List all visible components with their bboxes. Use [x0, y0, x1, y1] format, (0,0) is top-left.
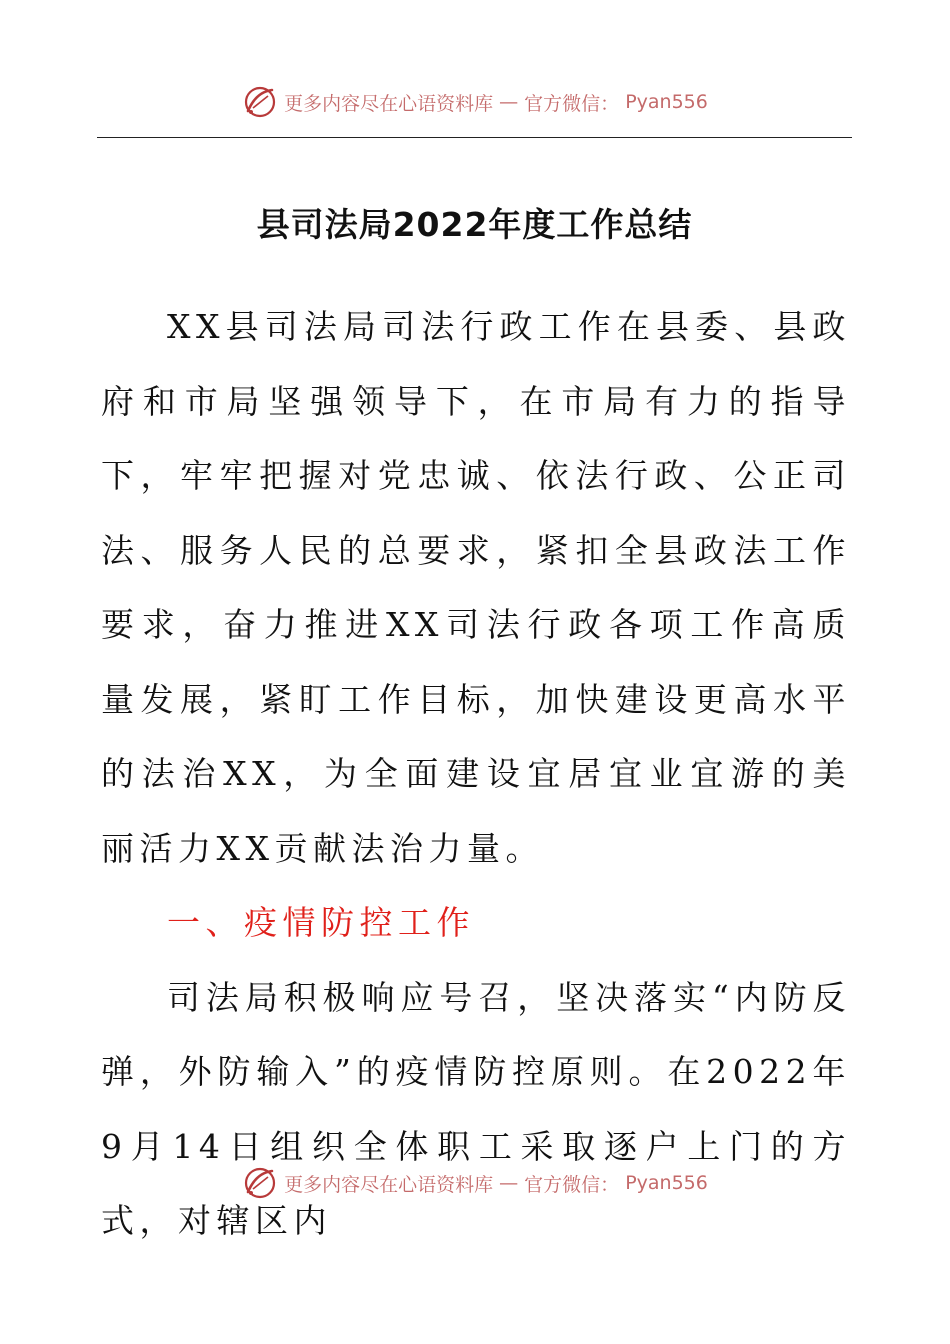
section-heading: 一、疫情防控工作: [167, 903, 475, 942]
watermark-dash: —: [499, 91, 519, 113]
watermark-label: 官方微信：: [524, 1173, 620, 1196]
pen-circle-logo-icon: [242, 84, 278, 120]
watermark-label: 官方微信：: [524, 92, 620, 115]
document-body: [101, 290, 851, 1259]
watermark-id: Pyan556: [625, 91, 708, 113]
intro-paragraph: XX县司法局司法行政工作在县委、县政府和市局坚强领导下，在市局有力的指导下，牢牢把握对党忠诚、依法行政、公正司法、服务人民的总要求，紧扣全县政法工作要求，奋力推进XX司法行政各项工作高质量发展，紧盯工作目标，加快建设更高水平的法治XX，为全面建设宜居宜业宜游的美丽活力XX贡献法治力量。: [101, 307, 851, 868]
watermark-text: 更多内容尽在心语资料库: [284, 92, 494, 115]
header-divider: [97, 137, 852, 138]
watermark-id: Pyan556: [625, 1172, 708, 1194]
document-title: 县司法局2022年度工作总结: [256, 205, 693, 244]
section-paragraph: 司法局积极响应号召，坚决落实“内防反弹，外防输入”的疫情防控原则。在2022年9月14日组织全体职工采取逐户上门的方式，对辖区内: [101, 977, 851, 1240]
watermark-text: 更多内容尽在心语资料库: [284, 1173, 494, 1196]
watermark-dash: —: [499, 1172, 519, 1194]
header-watermark: [0, 82, 950, 122]
pen-circle-logo-icon: [242, 1165, 278, 1201]
footer-watermark: [0, 1163, 950, 1203]
